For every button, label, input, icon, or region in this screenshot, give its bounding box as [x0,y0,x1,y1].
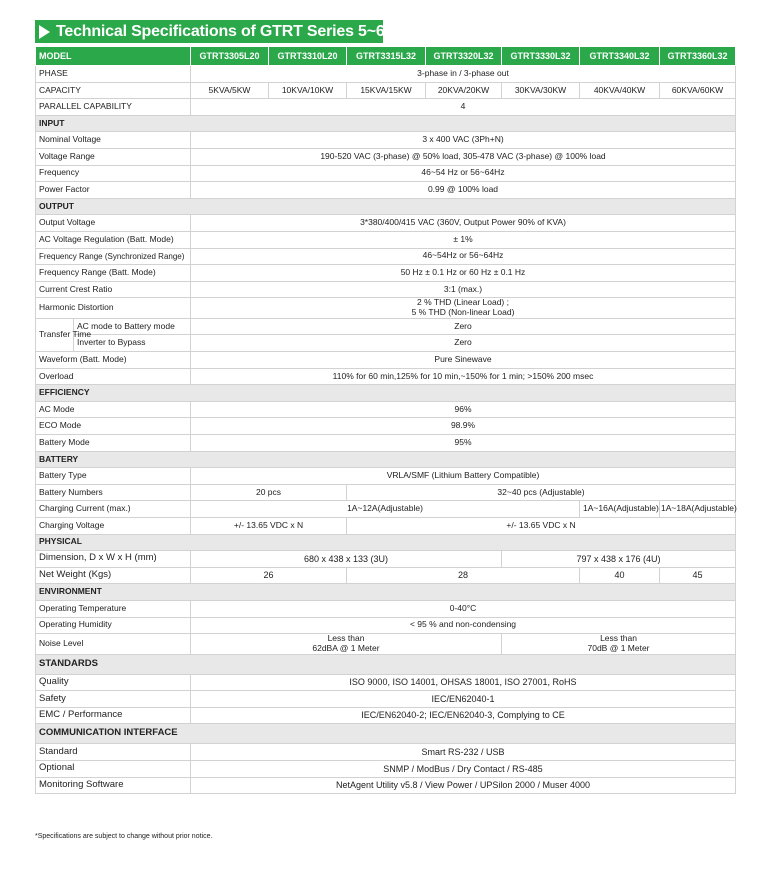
page-title: Technical Specifications of GTRT Series 5~60KVA [56,22,426,40]
row-value: NetAgent Utility v5.8 / View Power / UPSilon 2000 / Muser 4000 [191,777,736,794]
row-label: Dimension, D x W x H (mm) [36,551,191,568]
table-row [36,707,736,724]
row-label: Charging Voltage [36,517,191,534]
model-col-header: GTRT3320L32 [426,47,502,66]
row-value: Smart RS-232 / USB [191,744,736,761]
header-row [36,47,736,66]
row-label: Quality [36,674,191,691]
row-value: 28 [347,567,580,584]
row-label: PARALLEL CAPABILITY [36,99,191,116]
row-value: 680 x 438 x 133 (3U) [191,551,502,568]
model-col-header: GTRT3305L20 [191,47,269,66]
row-value: 32~40 pcs (Adjustable) [347,484,736,501]
row-value: 3 x 400 VAC (3Ph+N) [191,132,736,149]
table-row [36,401,736,418]
row-label: AC Voltage Regulation (Batt. Mode) [36,231,191,248]
section-title: INPUT [36,115,736,132]
noise-line: 70dB @ 1 Meter [587,642,650,653]
row-label: Operating Humidity [36,617,191,634]
model-col-header: GTRT3360L32 [660,47,736,66]
section-header [36,451,736,468]
section-title: PHYSICAL [36,534,736,551]
row-value: IEC/EN62040-2; IEC/EN62040-3, Complying to CE [191,707,736,724]
table-row [36,484,736,501]
section-header [36,654,736,674]
table-row [36,99,736,116]
row-value [191,634,502,655]
row-value: 110% for 60 min,125% for 10 min,~150% for 1 min; >150% 200 msec [191,368,736,385]
row-value: 3:1 (max.) [191,281,736,298]
table-row [36,231,736,248]
row-value: 0-40°C [191,600,736,617]
row-value: 50 Hz ± 0.1 Hz or 60 Hz ± 0.1 Hz [191,265,736,282]
table-row [36,617,736,634]
row-label: Overload [36,368,191,385]
row-label: Waveform (Batt. Mode) [36,352,191,369]
spec-table [35,46,736,794]
row-value: ± 1% [191,231,736,248]
table-row [36,352,736,369]
section-title: EFFICIENCY [36,385,736,402]
row-value: ISO 9000, ISO 14001, OHSAS 18001, ISO 27001, RoHS [191,674,736,691]
row-value: < 95 % and non-condensing [191,617,736,634]
row-value: VRLA/SMF (Lithium Battery Compatible) [191,468,736,485]
row-label: Current Crest Ratio [36,281,191,298]
row-value: 190-520 VAC (3-phase) @ 50% load, 305-478 VAC (3-phase) @ 100% load [191,148,736,165]
row-label: CAPACITY [36,82,191,99]
section-title: STANDARDS [36,654,736,674]
table-row [36,318,736,335]
capacity-value: 5KVA/5KW [191,82,269,99]
row-label: Monitoring Software [36,777,191,794]
table-row [36,551,736,568]
table-row [36,418,736,435]
row-value: 40 [580,567,660,584]
table-row [36,777,736,794]
table-row [36,634,736,655]
row-label: Noise Level [36,634,191,655]
row-value: Zero [191,318,736,335]
table-row [36,148,736,165]
table-row [36,265,736,282]
row-label: Battery Type [36,468,191,485]
row-value: 4 [191,99,736,116]
table-row [36,468,736,485]
row-label: Net Weight (Kgs) [36,567,191,584]
row-label: Standard [36,744,191,761]
row-label: Inverter to Bypass [74,335,191,352]
capacity-value: 10KVA/10KW [269,82,347,99]
capacity-value: 15KVA/15KW [347,82,426,99]
row-value: 1A~18A(Adjustable) [660,501,736,518]
table-row [36,435,736,452]
row-label: Power Factor [36,182,191,199]
row-label: Harmonic Distortion [36,298,191,319]
table-row [36,517,736,534]
row-label: Operating Temperature [36,600,191,617]
row-label: Frequency [36,165,191,182]
row-value: +/- 13.65 VDC x N [191,517,347,534]
harmonic-line: 5 % THD (Non-linear Load) [411,307,515,318]
row-label: Frequency Range (Batt. Mode) [36,265,191,282]
row-value: 46~54 Hz or 56~64Hz [191,165,736,182]
table-row [36,248,736,265]
row-label: EMC / Performance [36,707,191,724]
row-label: Nominal Voltage [36,132,191,149]
section-title: OUTPUT [36,198,736,215]
table-row [36,82,736,99]
row-value: 797 x 438 x 176 (4U) [502,551,736,568]
row-value: 95% [191,435,736,452]
row-label: Safety [36,691,191,708]
table-row [36,165,736,182]
row-value: 20 pcs [191,484,347,501]
capacity-value: 60KVA/60KW [660,82,736,99]
row-value: IEC/EN62040-1 [191,691,736,708]
row-value: 1A~12A(Adjustable) [191,501,580,518]
section-header [36,198,736,215]
row-value: SNMP / ModBus / Dry Contact / RS-485 [191,761,736,778]
noise-line: Less than [600,633,637,644]
model-col-header: GTRT3340L32 [580,47,660,66]
footnote: *Specifications are subject to change without prior notice. [35,833,213,840]
row-value [191,298,736,319]
section-title: BATTERY [36,451,736,468]
capacity-value: 20KVA/20KW [426,82,502,99]
model-col-header: GTRT3315L32 [347,47,426,66]
row-label: PHASE [36,66,191,83]
table-row [36,132,736,149]
table-row [36,281,736,298]
table-row [36,298,736,319]
section-header [36,385,736,402]
transfer-time-label: Transfer Time [36,318,74,351]
noise-line: 62dBA @ 1 Meter [312,642,380,653]
row-value: 0.99 @ 100% load [191,182,736,199]
row-label: Charging Current (max.) [36,501,191,518]
row-value: 96% [191,401,736,418]
row-label: AC Mode [36,401,191,418]
table-row [36,744,736,761]
table-row [36,600,736,617]
row-value: 3*380/400/415 VAC (360V, Output Power 90% of KVA) [191,215,736,232]
row-label: Voltage Range [36,148,191,165]
model-col-header: GTRT3310L20 [269,47,347,66]
row-label: Frequency Range (Synchronized Range) [36,248,191,265]
row-value: Pure Sinewave [191,352,736,369]
section-title: COMMUNICATION INTERFACE [36,724,736,744]
section-header [36,534,736,551]
harmonic-line: 2 % THD (Linear Load) ; [417,297,509,308]
title-banner [35,20,426,43]
row-value: 1A~16A(Adjustable) [580,501,660,518]
model-col-header: GTRT3330L32 [502,47,580,66]
table-row [36,215,736,232]
row-label: Battery Numbers [36,484,191,501]
section-header [36,115,736,132]
row-label: AC mode to Battery mode [74,318,191,335]
table-row [36,182,736,199]
row-label: Battery Mode [36,435,191,452]
row-label: Output Voltage [36,215,191,232]
section-header [36,584,736,601]
section-header [36,724,736,744]
table-row [36,567,736,584]
row-value [502,634,736,655]
row-label: ECO Mode [36,418,191,435]
row-value: 46~54Hz or 56~64Hz [191,248,736,265]
model-header: MODEL [36,47,191,66]
table-row [36,368,736,385]
row-label: Optional [36,761,191,778]
table-row [36,335,736,352]
row-value: 98.9% [191,418,736,435]
table-row [36,761,736,778]
capacity-value: 30KVA/30KW [502,82,580,99]
row-value: Zero [191,335,736,352]
table-row [36,66,736,83]
row-value: 45 [660,567,736,584]
table-row [36,674,736,691]
row-value: +/- 13.65 VDC x N [347,517,736,534]
table-row [36,501,736,518]
table-row [36,691,736,708]
row-value: 3-phase in / 3-phase out [191,66,736,83]
play-arrow-icon [35,20,53,43]
noise-line: Less than [327,633,365,644]
row-value: 26 [191,567,347,584]
section-title: ENVIRONMENT [36,584,736,601]
capacity-value: 40KVA/40KW [580,82,660,99]
